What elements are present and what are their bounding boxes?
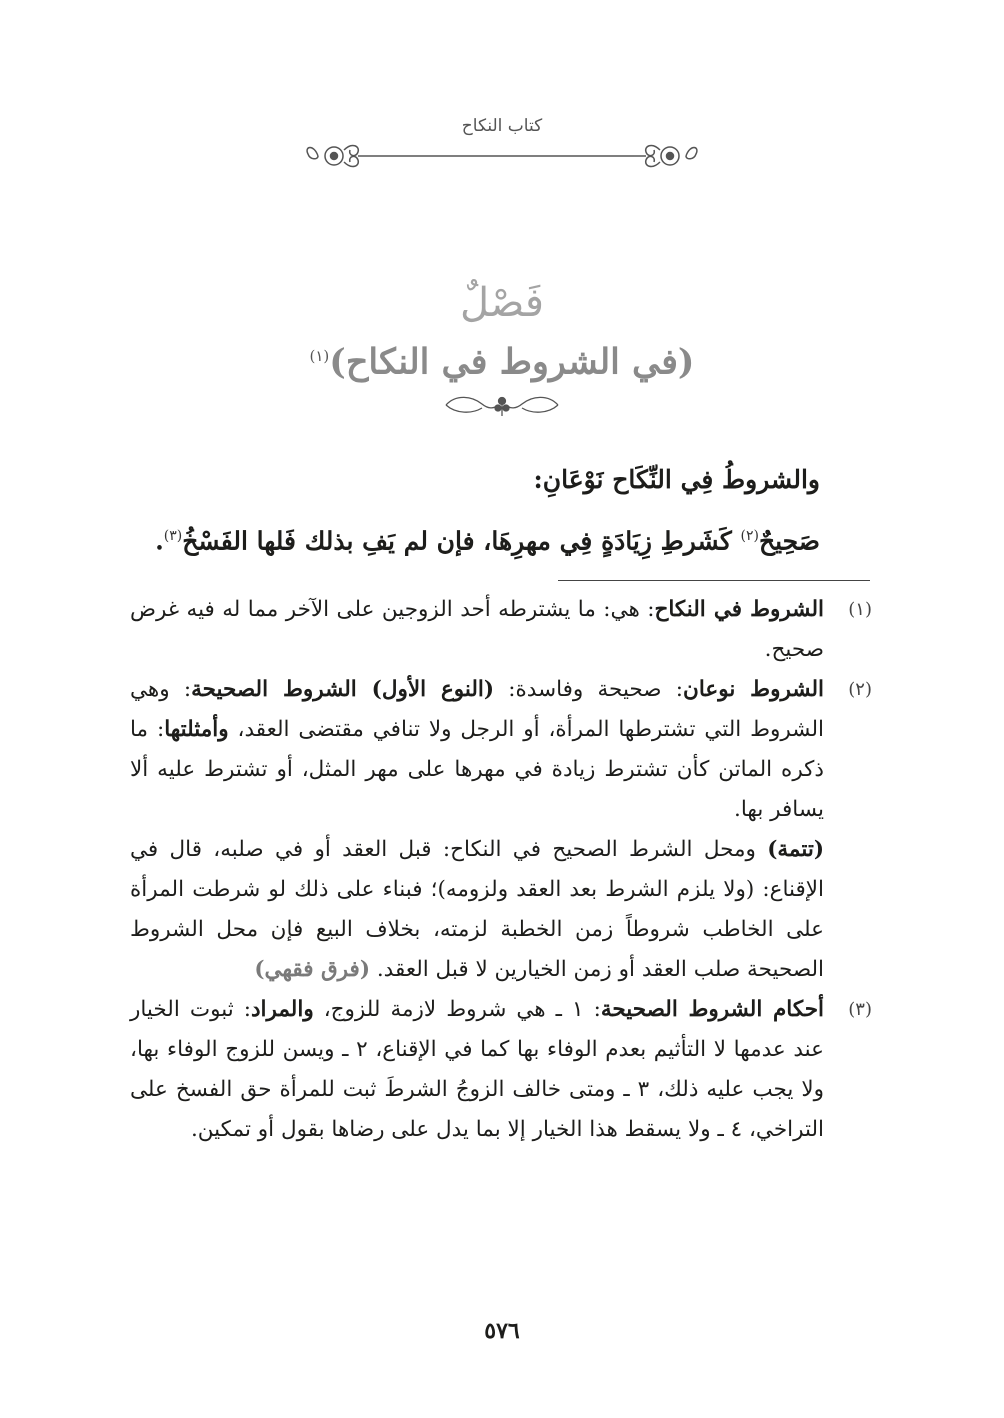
footnote-separator	[558, 580, 870, 581]
running-header-title: كتاب النكاح	[461, 116, 543, 136]
footnote-text	[130, 670, 824, 830]
footnote-number: (٢)	[848, 679, 872, 700]
footnote-3	[130, 990, 872, 1150]
footnote-text	[130, 830, 824, 990]
footnote-body: : هي: ما يشترطه أحد الزوجين على الآخر مما له فيه غرض صحيح.	[130, 597, 824, 662]
flourish-icon	[442, 392, 562, 418]
cross-reference-link[interactable]: (فرق فقهي)	[254, 957, 370, 982]
main-text-line-2	[130, 508, 820, 569]
footnote-term: الشروط نوعان	[683, 677, 825, 702]
footnote-body: : صحيحة وفاسدة:	[494, 677, 684, 702]
floral-divider-icon	[300, 136, 704, 176]
footnote-ref[interactable]: (٢)	[740, 528, 759, 544]
footnote-text	[130, 990, 824, 1150]
main-text-end: .	[155, 526, 164, 556]
chapter-heading: فَصْلٌ	[459, 280, 545, 326]
footnote-ref[interactable]: (٣)	[163, 528, 183, 544]
main-text-body: كَشَرطِ زِيَادَةٍ فِي مهرِهَا، فإن لم يَفِ بذلك فَلها الفَسْخُ	[182, 526, 741, 556]
chapter-title-text: (في الشروط في النكاح)	[329, 341, 695, 383]
chapter-title	[0, 331, 1004, 388]
running-header	[300, 112, 704, 182]
footnotes	[130, 590, 872, 1150]
footnote-2	[130, 670, 872, 990]
footnote-1	[130, 590, 872, 670]
main-text-keyword: صَحِيحٌ	[758, 526, 820, 556]
footnote-body: : وهي الشروط التي تشترطها المرأة، أو الرجل ولا تنافي مقتضى العقد،	[130, 677, 824, 742]
main-text	[130, 452, 820, 569]
footnote-body: ومحل الشرط الصحيح في النكاح: قبل العقد أو في صلبه، قال في الإقناع: (ولا يلزم الشرط بعد العقد ولزومه)؛ فبناء على ذلك لو شرطت المرأة على الخاطب شروطاً زمن الخطبة لزمته، بخلاف البيع فإن محل الشروط الصحيحة صلب العقد أو زمن الخيارين لا قبل العقد.	[130, 837, 824, 982]
footnote-body: : ١ ـ هي شروط لازمة للزوج،	[313, 997, 601, 1022]
footnote-number: (٣)	[848, 999, 872, 1020]
footnote-ref[interactable]: (١)	[309, 347, 330, 365]
footnote-term: (تتمة)	[767, 837, 824, 862]
main-text-line-1: والشروطُ فِي النِّكَاح نَوْعَانِ:	[533, 465, 820, 494]
footnote-term: أحكام الشروط الصحيحة	[600, 997, 824, 1022]
footnote-term: والمراد	[250, 997, 314, 1022]
footnote-term: الشروط في النكاح	[654, 597, 824, 622]
chapter-heading-block	[0, 275, 1004, 418]
footnote-number: (١)	[848, 599, 872, 620]
footnote-term: (النوع الأول) الشروط الصحيحة	[191, 677, 495, 702]
footnote-term: وأمثلتها	[164, 717, 229, 742]
footnote-body: : ثبوت الخيار عند عدمها لا التأثيم بعدم الوفاء بها كما في الإقناع، ٢ ـ ويسن للزوج الوفاء بها، ولا يجب عليه ذلك، ٣ ـ ومتى خالف الزوجُ الشرطَ ثبت للمرأة حق الفسخ على التراخي، ٤ ـ ولا يسقط هذا الخيار إلا بما يدل على رضاها بقول أو تمكين.	[130, 997, 824, 1142]
footnote-text	[130, 590, 824, 670]
page-number: ٥٧٦	[484, 1318, 520, 1344]
footnote-body: : ما ذكره الماتن كأن تشترط زيادة في مهرها على مهر المثل، أو تشترط عليه ألا يسافر بها.	[130, 717, 824, 822]
